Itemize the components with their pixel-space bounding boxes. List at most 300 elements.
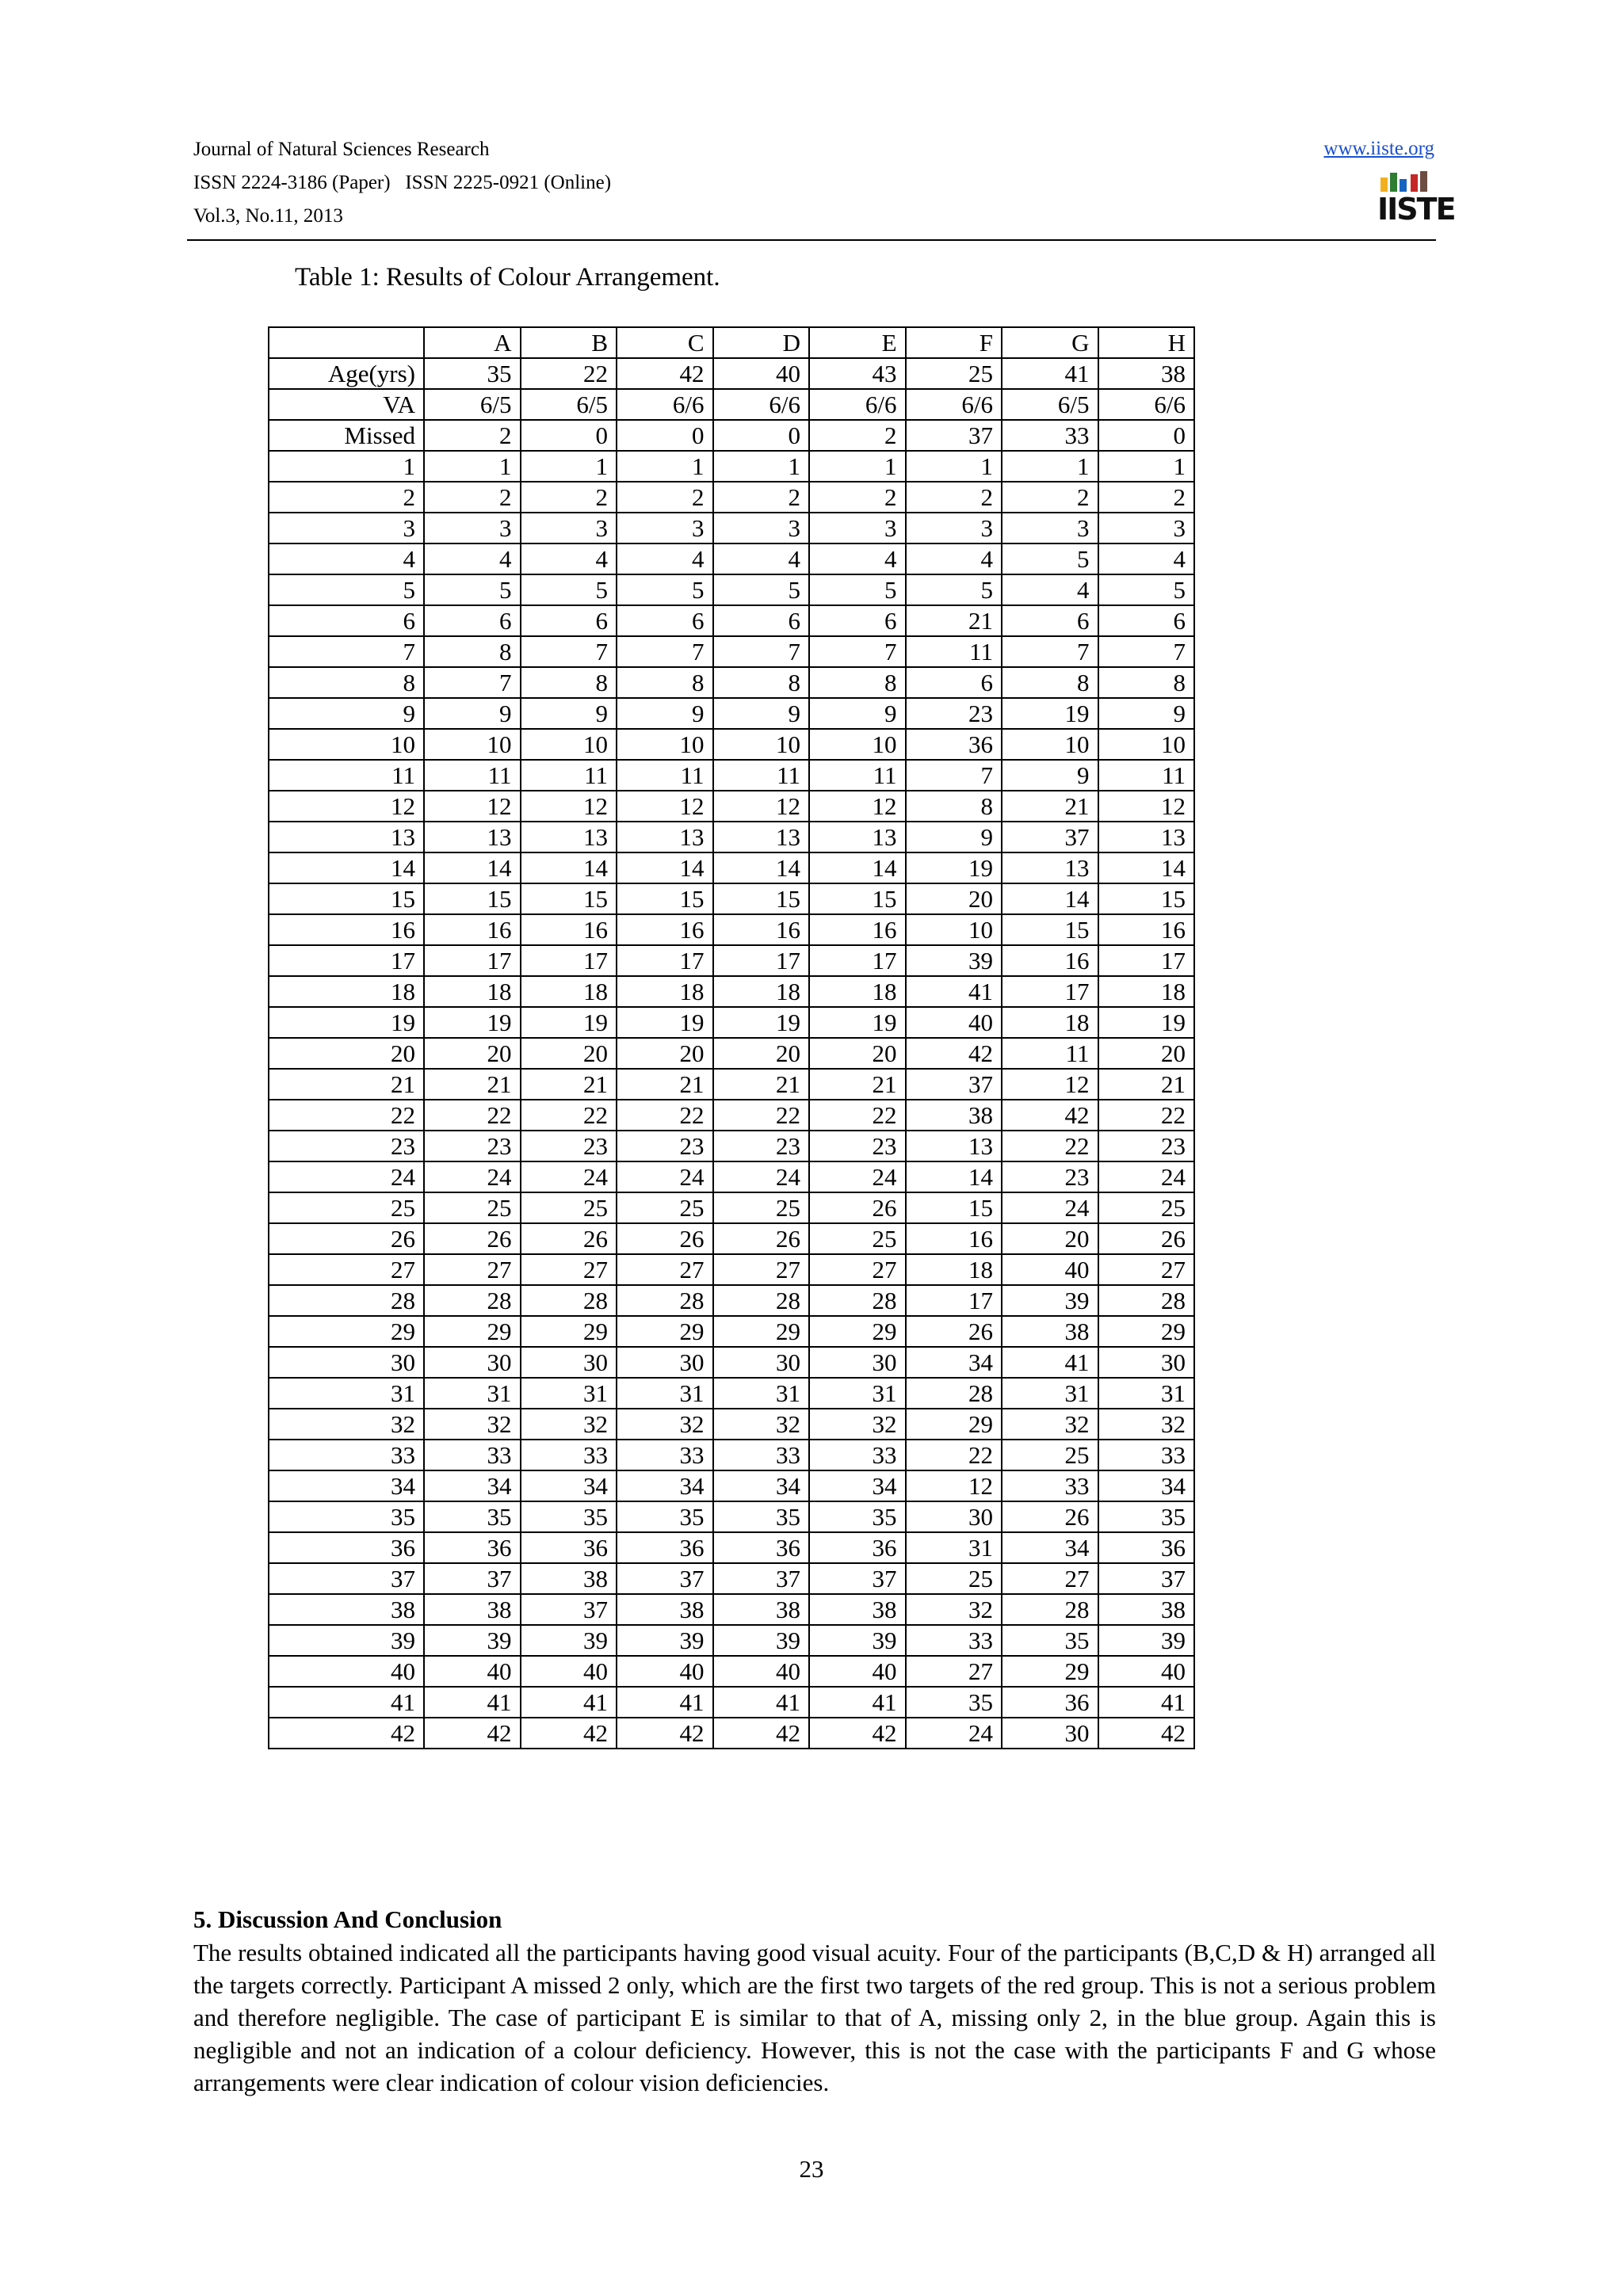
table-row	[269, 729, 1194, 760]
table-cell: 10	[809, 729, 906, 760]
table-row	[269, 636, 1194, 667]
table-cell: 38	[521, 1563, 617, 1594]
table-cell: 12	[1002, 1069, 1098, 1100]
table-row-label: 31	[269, 1378, 424, 1409]
table-cell: 3	[1098, 513, 1195, 543]
table-cell: 23	[1098, 1131, 1195, 1161]
colour-arrangement-table	[268, 326, 1195, 1749]
table-cell: 2	[1002, 482, 1098, 513]
table-cell: 26	[713, 1223, 810, 1254]
table-cell: 36	[424, 1532, 521, 1563]
table-cell: 38	[713, 1594, 810, 1625]
table-row	[269, 1532, 1194, 1563]
table-cell: 41	[713, 1687, 810, 1718]
table-cell: 15	[1098, 883, 1195, 914]
table-cell: 41	[1098, 1687, 1195, 1718]
table-cell: 23	[424, 1131, 521, 1161]
table-cell: 28	[1002, 1594, 1098, 1625]
table-cell: 9	[809, 698, 906, 729]
table-cell: 6/6	[906, 389, 1002, 420]
table-cell: 31	[1098, 1378, 1195, 1409]
table-header-cell: D	[713, 327, 810, 358]
table-cell: 17	[424, 945, 521, 976]
table-cell: 41	[521, 1687, 617, 1718]
table-cell: 26	[521, 1223, 617, 1254]
table-cell: 18	[424, 976, 521, 1007]
table-header-cell: A	[424, 327, 521, 358]
table-cell: 2	[713, 482, 810, 513]
table-row-label: 21	[269, 1069, 424, 1100]
table-cell: 38	[1002, 1316, 1098, 1347]
table-cell: 4	[713, 543, 810, 574]
table-row-label: 15	[269, 883, 424, 914]
table-cell: 22	[809, 1100, 906, 1131]
table-cell: 12	[1098, 791, 1195, 822]
table-cell: 43	[809, 358, 906, 389]
table-row	[269, 1594, 1194, 1625]
table-cell: 40	[1002, 1254, 1098, 1285]
journal-name: Journal of Natural Sciences Research	[193, 139, 490, 160]
table-row	[269, 822, 1194, 852]
table-cell: 27	[809, 1254, 906, 1285]
table-cell: 32	[521, 1409, 617, 1440]
table-cell: 37	[906, 420, 1002, 451]
table-cell: 11	[424, 760, 521, 791]
table-cell: 9	[713, 698, 810, 729]
journal-issn: ISSN 2224-3186 (Paper) ISSN 2225-0921 (Online)	[193, 172, 612, 193]
table-cell: 25	[424, 1192, 521, 1223]
iiste-logo	[1377, 170, 1455, 230]
table-cell: 39	[1002, 1285, 1098, 1316]
table-cell: 4	[1098, 543, 1195, 574]
table-cell: 21	[1002, 791, 1098, 822]
table-cell: 7	[906, 760, 1002, 791]
table-row-label: VA	[269, 389, 424, 420]
table-cell: 3	[617, 513, 713, 543]
table-cell: 33	[424, 1440, 521, 1470]
table-cell: 31	[906, 1532, 1002, 1563]
table-row-label: 33	[269, 1440, 424, 1470]
table-cell: 8	[521, 667, 617, 698]
table-row	[269, 1347, 1194, 1378]
table-row	[269, 605, 1194, 636]
table-cell: 41	[617, 1687, 713, 1718]
table-cell: 6/6	[1098, 389, 1195, 420]
table-cell: 42	[617, 358, 713, 389]
table-row-label: 37	[269, 1563, 424, 1594]
table-cell: 7	[1098, 636, 1195, 667]
table-cell: 19	[1098, 1007, 1195, 1038]
table-cell: 42	[809, 1718, 906, 1749]
table-cell: 18	[809, 976, 906, 1007]
table-row	[269, 791, 1194, 822]
table-cell: 36	[906, 729, 1002, 760]
table-cell: 19	[521, 1007, 617, 1038]
table-cell: 41	[809, 1687, 906, 1718]
table-cell: 13	[1002, 852, 1098, 883]
table-cell: 7	[424, 667, 521, 698]
table-cell: 37	[809, 1563, 906, 1594]
table-cell: 14	[809, 852, 906, 883]
table-cell: 5	[809, 574, 906, 605]
table-cell: 41	[906, 976, 1002, 1007]
table-row-label: 26	[269, 1223, 424, 1254]
table-row	[269, 451, 1194, 482]
table-header-cell	[269, 327, 424, 358]
table-cell: 36	[1098, 1532, 1195, 1563]
table-cell: 41	[1002, 358, 1098, 389]
table-row	[269, 1254, 1194, 1285]
table-cell: 9	[521, 698, 617, 729]
table-cell: 32	[424, 1409, 521, 1440]
table-cell: 23	[1002, 1161, 1098, 1192]
table-cell: 15	[809, 883, 906, 914]
table-cell: 39	[713, 1625, 810, 1656]
table-cell: 12	[617, 791, 713, 822]
logo-text: IISTE	[1377, 192, 1455, 227]
table-cell: 2	[906, 482, 1002, 513]
table-cell: 11	[713, 760, 810, 791]
table-cell: 36	[809, 1532, 906, 1563]
table-cell: 0	[617, 420, 713, 451]
table-cell: 9	[1098, 698, 1195, 729]
table-row-label: 32	[269, 1409, 424, 1440]
table-cell: 15	[906, 1192, 1002, 1223]
table-cell: 39	[809, 1625, 906, 1656]
table-header-cell: G	[1002, 327, 1098, 358]
table-cell: 29	[809, 1316, 906, 1347]
table-cell: 25	[1002, 1440, 1098, 1470]
table-cell: 0	[713, 420, 810, 451]
table-cell: 18	[906, 1254, 1002, 1285]
table-row-label: Missed	[269, 420, 424, 451]
table-cell: 6	[906, 667, 1002, 698]
table-cell: 20	[906, 883, 1002, 914]
table-cell: 31	[521, 1378, 617, 1409]
table-cell: 29	[617, 1316, 713, 1347]
table-cell: 7	[713, 636, 810, 667]
table-cell: 17	[906, 1285, 1002, 1316]
table-cell: 40	[521, 1656, 617, 1687]
journal-url-link[interactable]: www.iiste.org	[1323, 138, 1434, 159]
table-cell: 0	[521, 420, 617, 451]
table-cell: 1	[809, 451, 906, 482]
table-cell: 17	[713, 945, 810, 976]
table-cell: 42	[424, 1718, 521, 1749]
table-cell: 36	[617, 1532, 713, 1563]
table-cell: 11	[521, 760, 617, 791]
table-row-label: 10	[269, 729, 424, 760]
table-cell: 26	[906, 1316, 1002, 1347]
table-cell: 28	[617, 1285, 713, 1316]
table-cell: 26	[617, 1223, 713, 1254]
table-cell: 39	[521, 1625, 617, 1656]
table-cell: 25	[713, 1192, 810, 1223]
table-cell: 17	[809, 945, 906, 976]
table-cell: 25	[809, 1223, 906, 1254]
table-row	[269, 358, 1194, 389]
table-row-label: 27	[269, 1254, 424, 1285]
table-cell: 29	[1098, 1316, 1195, 1347]
table-cell: 14	[713, 852, 810, 883]
table-cell: 12	[521, 791, 617, 822]
table-cell: 20	[424, 1038, 521, 1069]
table-row	[269, 1687, 1194, 1718]
table-cell: 30	[1098, 1347, 1195, 1378]
table-row	[269, 1656, 1194, 1687]
table-cell: 6	[1098, 605, 1195, 636]
table-row-label: 11	[269, 760, 424, 791]
table-cell: 28	[809, 1285, 906, 1316]
table-cell: 40	[617, 1656, 713, 1687]
table-cell: 13	[617, 822, 713, 852]
table-cell: 24	[713, 1161, 810, 1192]
table-row-label: 4	[269, 543, 424, 574]
table-cell: 22	[424, 1100, 521, 1131]
table-cell: 10	[424, 729, 521, 760]
table-row	[269, 945, 1194, 976]
table-cell: 30	[713, 1347, 810, 1378]
table-cell: 20	[1002, 1223, 1098, 1254]
table-cell: 36	[1002, 1687, 1098, 1718]
table-cell: 42	[906, 1038, 1002, 1069]
table-cell: 37	[713, 1563, 810, 1594]
table-cell: 25	[617, 1192, 713, 1223]
table-cell: 34	[617, 1470, 713, 1501]
table-cell: 40	[906, 1007, 1002, 1038]
table-cell: 6	[1002, 605, 1098, 636]
table-cell: 6	[809, 605, 906, 636]
table-cell: 28	[521, 1285, 617, 1316]
table-row	[269, 976, 1194, 1007]
table-cell: 33	[906, 1625, 1002, 1656]
table-cell: 35	[906, 1687, 1002, 1718]
table-cell: 12	[809, 791, 906, 822]
table-row-label: 13	[269, 822, 424, 852]
table-cell: 35	[713, 1501, 810, 1532]
table-row-label: 34	[269, 1470, 424, 1501]
table-cell: 7	[521, 636, 617, 667]
table-cell: 34	[1002, 1532, 1098, 1563]
table-cell: 18	[521, 976, 617, 1007]
table-cell: 14	[424, 852, 521, 883]
table-cell: 17	[617, 945, 713, 976]
header-divider	[187, 239, 1436, 241]
table-cell: 27	[521, 1254, 617, 1285]
table-cell: 4	[617, 543, 713, 574]
table-cell: 7	[617, 636, 713, 667]
table-row	[269, 667, 1194, 698]
table-cell: 3	[1002, 513, 1098, 543]
table-cell: 32	[1002, 1409, 1098, 1440]
table-row	[269, 760, 1194, 791]
table-cell: 34	[906, 1347, 1002, 1378]
table-cell: 17	[1098, 945, 1195, 976]
section-heading: 5. Discussion And Conclusion	[193, 1905, 502, 1933]
table-cell: 42	[1002, 1100, 1098, 1131]
table-cell: 22	[521, 1100, 617, 1131]
table-cell: 39	[1098, 1625, 1195, 1656]
table-row-label: 6	[269, 605, 424, 636]
table-cell: 14	[617, 852, 713, 883]
table-cell: 24	[521, 1161, 617, 1192]
table-cell: 24	[809, 1161, 906, 1192]
table-cell: 22	[906, 1440, 1002, 1470]
table-row-label: 40	[269, 1656, 424, 1687]
table-cell: 19	[1002, 698, 1098, 729]
table-cell: 21	[809, 1069, 906, 1100]
page-header	[193, 135, 1455, 239]
table-cell: 32	[809, 1409, 906, 1440]
table-cell: 35	[424, 1501, 521, 1532]
table-cell: 2	[1098, 482, 1195, 513]
table-cell: 19	[424, 1007, 521, 1038]
table-cell: 35	[617, 1501, 713, 1532]
table-cell: 1	[713, 451, 810, 482]
table-cell: 4	[906, 543, 1002, 574]
table-cell: 22	[1002, 1131, 1098, 1161]
table-cell: 28	[424, 1285, 521, 1316]
table-cell: 3	[713, 513, 810, 543]
table-cell: 16	[521, 914, 617, 945]
table-cell: 29	[1002, 1656, 1098, 1687]
table-cell: 18	[713, 976, 810, 1007]
table-row	[269, 1100, 1194, 1131]
table-cell: 32	[713, 1409, 810, 1440]
table-cell: 24	[617, 1161, 713, 1192]
table-cell: 2	[424, 482, 521, 513]
table-cell: 5	[1098, 574, 1195, 605]
table-cell: 9	[424, 698, 521, 729]
table-cell: 33	[1002, 1470, 1098, 1501]
table-cell: 33	[521, 1440, 617, 1470]
table-cell: 1	[521, 451, 617, 482]
table-cell: 9	[617, 698, 713, 729]
table-cell: 29	[521, 1316, 617, 1347]
table-cell: 27	[1002, 1563, 1098, 1594]
table-cell: 6/5	[1002, 389, 1098, 420]
table-cell: 14	[521, 852, 617, 883]
table-cell: 12	[906, 1470, 1002, 1501]
table-cell: 38	[424, 1594, 521, 1625]
table-cell: 1	[906, 451, 1002, 482]
table-cell: 33	[1002, 420, 1098, 451]
table-cell: 33	[713, 1440, 810, 1470]
table-cell: 37	[1002, 822, 1098, 852]
table-cell: 1	[424, 451, 521, 482]
table-cell: 6/5	[424, 389, 521, 420]
table-cell: 12	[424, 791, 521, 822]
table-cell: 17	[1002, 976, 1098, 1007]
table-cell: 30	[617, 1347, 713, 1378]
table-cell: 15	[521, 883, 617, 914]
table-row-label: 18	[269, 976, 424, 1007]
table-row	[269, 513, 1194, 543]
table-cell: 20	[809, 1038, 906, 1069]
table-cell: 16	[617, 914, 713, 945]
table-header-cell: E	[809, 327, 906, 358]
table-cell: 4	[521, 543, 617, 574]
table-cell: 13	[424, 822, 521, 852]
table-caption: Table 1: Results of Colour Arrangement.	[295, 263, 720, 292]
table-cell: 30	[521, 1347, 617, 1378]
table-cell: 34	[809, 1470, 906, 1501]
table-cell: 42	[713, 1718, 810, 1749]
table-cell: 22	[617, 1100, 713, 1131]
logo-bars-icon	[1379, 170, 1430, 192]
table-cell: 21	[713, 1069, 810, 1100]
table-row-label: 5	[269, 574, 424, 605]
table-cell: 35	[521, 1501, 617, 1532]
table-row	[269, 1440, 1194, 1470]
table-cell: 31	[1002, 1378, 1098, 1409]
table-row	[269, 1718, 1194, 1749]
table-cell: 20	[521, 1038, 617, 1069]
table-cell: 11	[809, 760, 906, 791]
table-cell: 1	[1098, 451, 1195, 482]
table-row-label: 38	[269, 1594, 424, 1625]
table-row-label: 19	[269, 1007, 424, 1038]
table-cell: 31	[617, 1378, 713, 1409]
table-row	[269, 1316, 1194, 1347]
table-row	[269, 1285, 1194, 1316]
table-row-label: 1	[269, 451, 424, 482]
table-cell: 26	[1002, 1501, 1098, 1532]
table-cell: 21	[617, 1069, 713, 1100]
table-cell: 38	[906, 1100, 1002, 1131]
table-cell: 21	[1098, 1069, 1195, 1100]
table-row	[269, 1192, 1194, 1223]
table-row-label: 22	[269, 1100, 424, 1131]
table-cell: 6	[617, 605, 713, 636]
table-cell: 25	[521, 1192, 617, 1223]
table-cell: 0	[1098, 420, 1195, 451]
table-row-label: 30	[269, 1347, 424, 1378]
table-cell: 16	[424, 914, 521, 945]
table-cell: 1	[617, 451, 713, 482]
table-cell: 24	[424, 1161, 521, 1192]
table-cell: 32	[617, 1409, 713, 1440]
table-cell: 15	[1002, 914, 1098, 945]
table-cell: 29	[713, 1316, 810, 1347]
table-cell: 23	[906, 698, 1002, 729]
table-cell: 8	[617, 667, 713, 698]
table-cell: 6/6	[617, 389, 713, 420]
table-cell: 2	[521, 482, 617, 513]
table-cell: 19	[713, 1007, 810, 1038]
table-row-label: 14	[269, 852, 424, 883]
table-row-label: 36	[269, 1532, 424, 1563]
table-cell: 11	[906, 636, 1002, 667]
table-row	[269, 543, 1194, 574]
table-cell: 16	[713, 914, 810, 945]
table-cell: 41	[424, 1687, 521, 1718]
table-cell: 20	[713, 1038, 810, 1069]
table-cell: 16	[1098, 914, 1195, 945]
table-cell: 30	[906, 1501, 1002, 1532]
table-cell: 29	[424, 1316, 521, 1347]
table-cell: 29	[906, 1409, 1002, 1440]
table-cell: 13	[1098, 822, 1195, 852]
table-cell: 39	[617, 1625, 713, 1656]
table-cell: 14	[1002, 883, 1098, 914]
table-cell: 10	[617, 729, 713, 760]
table-cell: 18	[1098, 976, 1195, 1007]
table-cell: 39	[906, 945, 1002, 976]
table-cell: 2	[809, 420, 906, 451]
table-cell: 3	[906, 513, 1002, 543]
table-cell: 31	[424, 1378, 521, 1409]
